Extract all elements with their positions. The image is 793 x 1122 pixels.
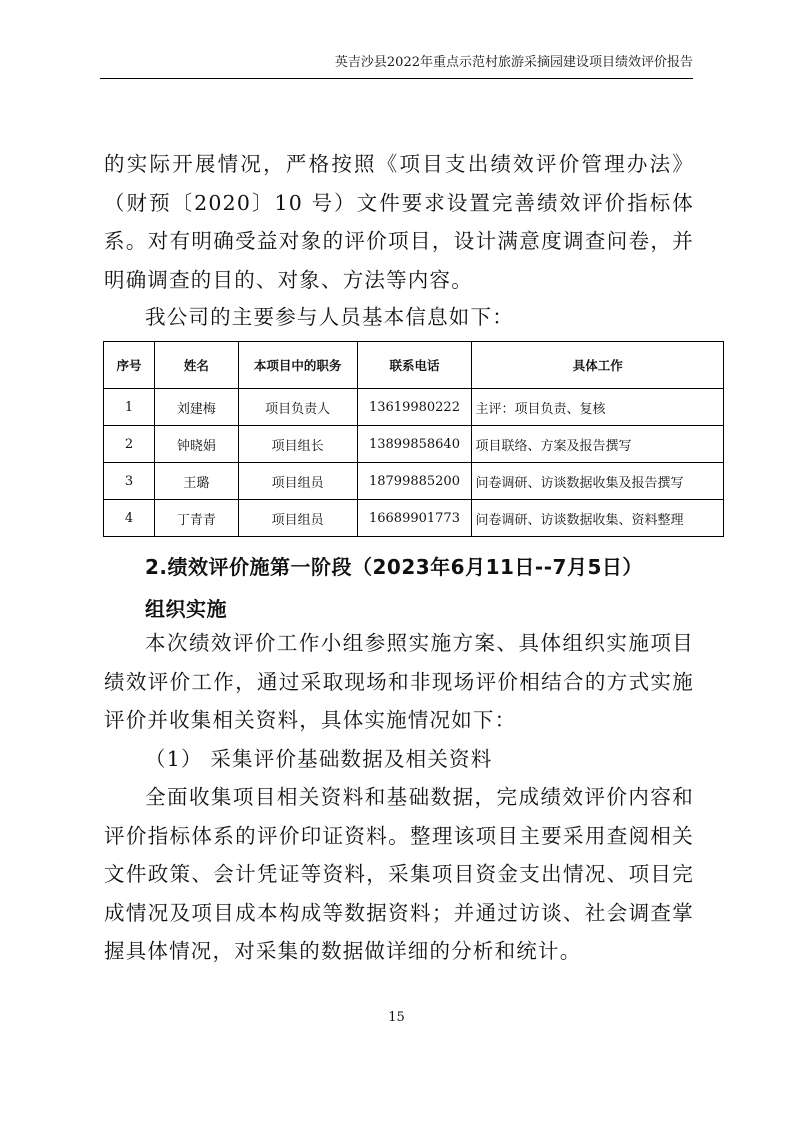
cell-role: 项目组长 bbox=[238, 426, 357, 463]
cell-work: 问卷调研、访谈数据收集、资料整理 bbox=[472, 500, 724, 537]
cell-index: 1 bbox=[104, 389, 155, 426]
cell-index: 3 bbox=[104, 463, 155, 500]
sub-heading: 组织实施 bbox=[145, 597, 227, 621]
paragraph-4: 全面收集项目相关资料和基础数据，完成绩效评价内容和评价指标体系的评价印证资料。整理该项目主要采用查阅相关文件政策、会计凭证等资料，采集项目资金支出情况、项目完成情况及项目成本构成等数据资料；并通过访谈、社会调查掌握具体情况，对采集的数据做详细的分析和统计。 bbox=[104, 785, 694, 963]
table-row bbox=[104, 500, 724, 537]
page-header bbox=[100, 52, 693, 79]
cell-name: 丁青青 bbox=[154, 500, 238, 537]
list-item-1: （1） 采集评价基础数据及相关资料 bbox=[145, 747, 493, 771]
cell-phone: 13899858640 bbox=[357, 426, 472, 463]
cell-name: 钟晓娟 bbox=[154, 426, 238, 463]
cell-name: 王璐 bbox=[154, 463, 238, 500]
cell-role: 项目负责人 bbox=[238, 389, 357, 426]
col-header-role: 本项目中的职务 bbox=[238, 342, 357, 389]
cell-index: 2 bbox=[104, 426, 155, 463]
page-number: 15 bbox=[388, 1010, 405, 1025]
cell-phone: 13619980222 bbox=[357, 389, 472, 426]
cell-work: 项目联络、方案及报告撰写 bbox=[472, 426, 724, 463]
col-header-index: 序号 bbox=[104, 342, 155, 389]
col-header-phone: 联系电话 bbox=[357, 342, 472, 389]
cell-role: 项目组员 bbox=[238, 500, 357, 537]
col-header-name: 姓名 bbox=[154, 342, 238, 389]
table-header-row bbox=[104, 342, 724, 389]
paragraph-2: 我公司的主要参与人员基本信息如下： bbox=[145, 305, 514, 329]
cell-phone: 16689901773 bbox=[357, 500, 472, 537]
section-heading: 2.绩效评价施第一阶段（2023年6月11日--7月5日） bbox=[145, 555, 643, 579]
table-row bbox=[104, 463, 724, 500]
cell-work: 主评：项目负责、复核 bbox=[472, 389, 724, 426]
paragraph-1: 的实际开展情况，严格按照《项目支出绩效评价管理办法》（财预〔2020〕10 号）文件要求设置完善绩效评价指标体系。对有明确受益对象的评价项目，设计满意度调查问卷，并明确调查的目的、对象、方法等内容。 bbox=[104, 152, 694, 292]
cell-phone: 18799885200 bbox=[357, 463, 472, 500]
cell-index: 4 bbox=[104, 500, 155, 537]
paragraph-3: 本次绩效评价工作小组参照实施方案、具体组织实施项目绩效评价工作，通过采取现场和非现场评价相结合的方式实施评价并收集相关资料，具体实施情况如下： bbox=[104, 631, 694, 732]
col-header-work: 具体工作 bbox=[472, 342, 724, 389]
cell-work: 问卷调研、访谈数据收集及报告撰写 bbox=[472, 463, 724, 500]
header-title: 英吉沙县2022年重点示范村旅游采摘园建设项目绩效评价报告 bbox=[334, 55, 693, 70]
cell-role: 项目组员 bbox=[238, 463, 357, 500]
table-row bbox=[104, 426, 724, 463]
table-row bbox=[104, 389, 724, 426]
staff-table bbox=[103, 341, 724, 537]
cell-name: 刘建梅 bbox=[154, 389, 238, 426]
